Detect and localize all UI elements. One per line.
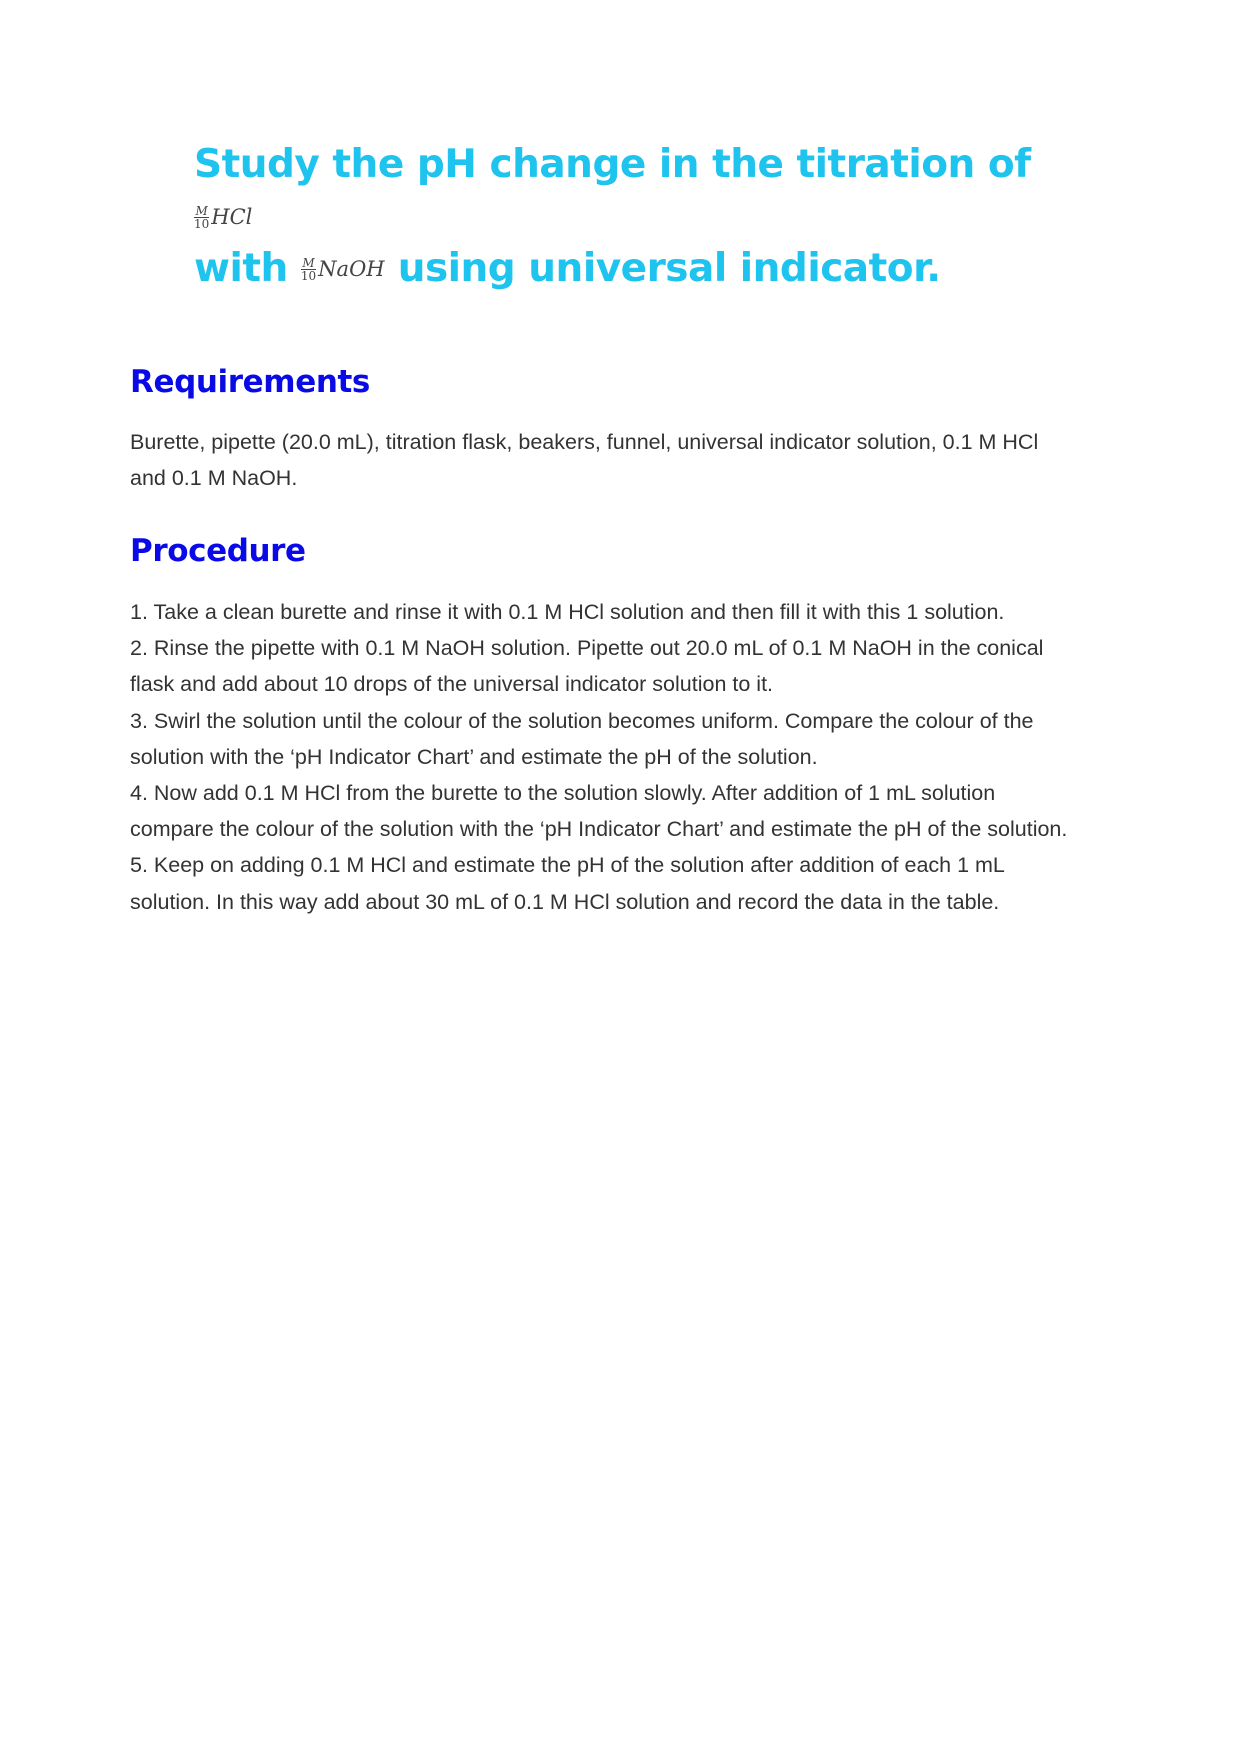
page-title: [194, 140, 1074, 294]
procedure-step: 1. Take a clean burette and rinse it with 0.1 M HCl solution and then fill it with this 1 solution.: [130, 600, 1005, 624]
fraction-numerator: M: [195, 203, 208, 218]
procedure-step: 5. Keep on adding 0.1 M HCl and estimate the pH of the solution after addition of each 1 mL solution. In this way add about 30 mL of 0.1 M HCl solution and record the data in the table.: [130, 853, 1005, 914]
formula-m10-hcl: [194, 190, 252, 242]
compound-hcl: HCl: [211, 205, 253, 229]
title-line2-suffix: using universal indicator.: [397, 246, 941, 291]
formula-m10-naoh: [301, 242, 385, 294]
fraction-denominator: 10: [194, 216, 210, 231]
title-line1-text: Study the pH change in the titration of: [194, 142, 1031, 187]
fraction-m-over-10: [301, 257, 316, 282]
procedure-step: 4. Now add 0.1 M HCl from the burette to the solution slowly. After addition of 1 mL solution compare the colour of the solution with the ‘pH Indicator Chart’ and estimate the pH of the solution.: [130, 781, 1068, 842]
compound-naoh: NaOH: [318, 257, 385, 281]
fraction-numerator: M: [302, 255, 315, 270]
requirements-heading: Requirements: [130, 364, 370, 400]
procedure-steps-list: [130, 594, 1078, 920]
title-line2-prefix: with: [194, 246, 288, 291]
procedure-step: 2. Rinse the pipette with 0.1 M NaOH solution. Pipette out 20.0 mL of 0.1 M NaOH in the conical flask and add about 10 drops of the universal indicator solution to it.: [130, 636, 1044, 697]
fraction-m-over-10: [194, 205, 209, 230]
fraction-denominator: 10: [300, 268, 317, 283]
procedure-step: 3. Swirl the solution until the colour of the solution becomes uniform. Compare the colour of the solution with the ‘pH Indicator Chart’ and estimate the pH of the solution.: [130, 708, 1034, 769]
procedure-heading: Procedure: [130, 533, 306, 569]
requirements-text: Burette, pipette (20.0 mL), titration flask, beakers, funnel, universal indicator solution, 0.1 M HCl and 0.1 M NaOH.: [130, 430, 1039, 490]
